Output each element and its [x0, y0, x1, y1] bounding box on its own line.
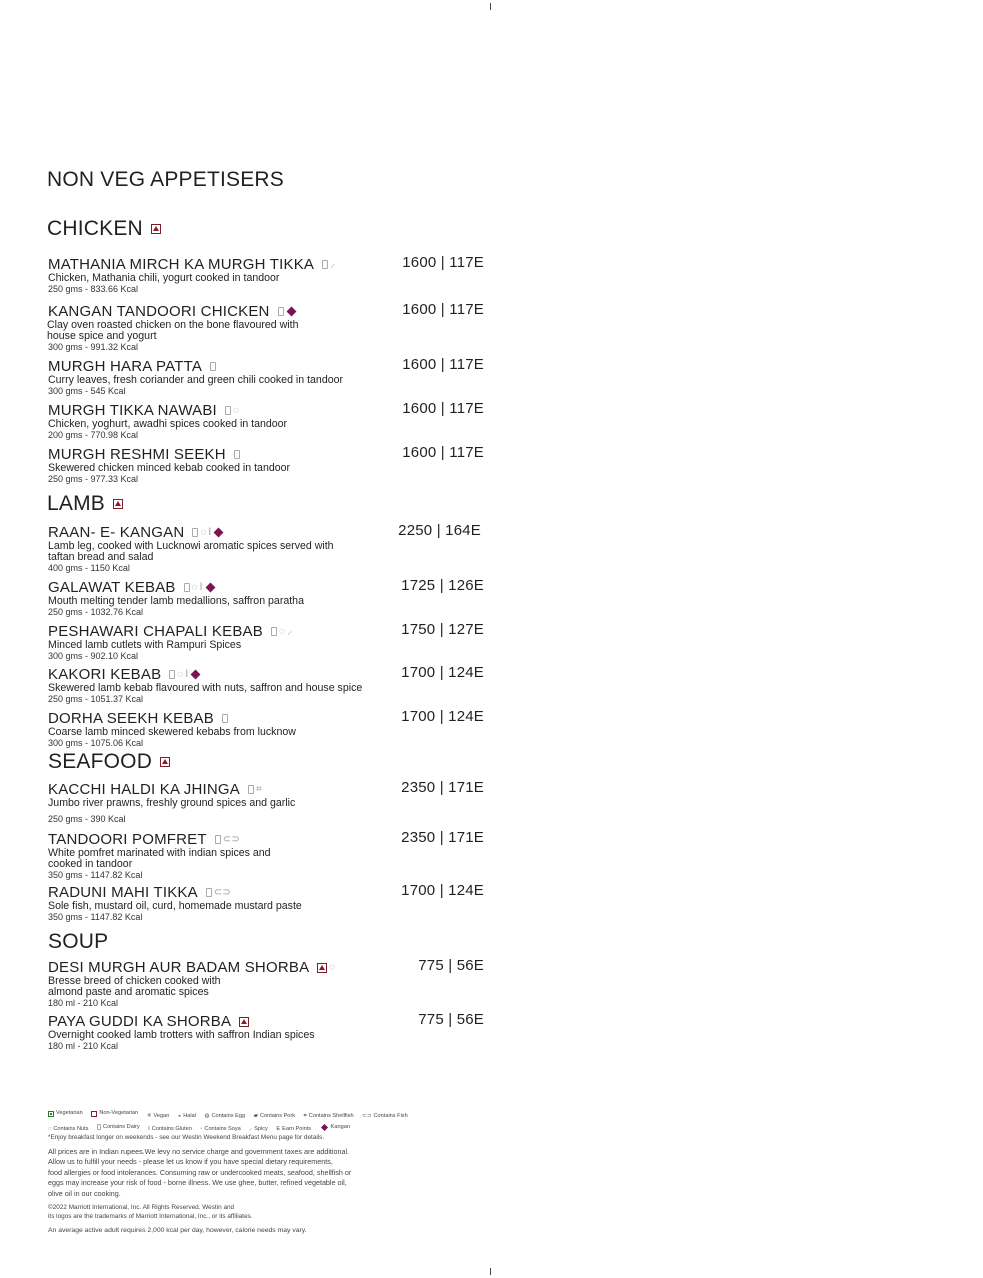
item-description: Chicken, yoghurt, awadhi spices cooked in tandoor	[48, 418, 288, 430]
pricing-disclaimer	[48, 1147, 418, 1199]
nuts-icon: ◌	[177, 669, 184, 680]
legend-label: Contains Soya	[204, 1126, 241, 1132]
item-name: PESHAWARI CHAPALI KEBAB	[48, 623, 263, 640]
item-price: 2250 | 164E	[398, 522, 481, 539]
item-description: Sole fish, mustard oil, curd, homemade mustard paste	[48, 900, 302, 912]
item-kcal: 300 gms - 1075.06 Kcal	[48, 738, 144, 748]
gluten-icon: ǀ	[199, 582, 203, 593]
crop-mark-top	[490, 3, 491, 10]
nuts-icon: ◌	[232, 405, 240, 416]
shellfish-icon: ⌗	[303, 1112, 307, 1119]
item-price: 1700 | 124E	[401, 708, 484, 725]
menu-item	[48, 666, 484, 704]
dairy-icon	[322, 260, 328, 269]
item-kcal: 350 gms - 1147.82 Kcal	[48, 870, 143, 880]
section-chicken	[47, 217, 161, 241]
veg-icon	[48, 1111, 54, 1117]
item-name: MURGH HARA PATTA	[48, 358, 203, 375]
halal-icon: ◒	[177, 1112, 182, 1119]
dairy-icon	[184, 583, 190, 592]
item-kcal: 250 gms - 977.33 Kcal	[48, 474, 139, 484]
disclaimer-line: eggs may increase your risk of food - borne illness. We use ghee, butter, refined vegetable oil,	[48, 1178, 347, 1188]
section-title: LAMB	[47, 492, 105, 515]
menu-item	[48, 781, 484, 824]
disclaimer-line: All prices are in Indian rupees.We levy no service charge and government taxes are additional.	[48, 1147, 350, 1156]
item-price: 1700 | 124E	[401, 664, 484, 681]
item-name: KAKORI KEBAB	[48, 666, 162, 683]
section-seafood	[48, 750, 170, 774]
item-kcal: 250 gms - 390 Kcal	[48, 814, 126, 824]
spicy-icon: ⸝	[249, 1126, 253, 1132]
earn-points-icon: E	[276, 1126, 281, 1132]
item-name: GALAWAT KEBAB	[48, 579, 176, 596]
dairy-icon	[206, 888, 212, 897]
spicy-icon: ⸝	[330, 259, 336, 270]
non-veg-icon	[113, 499, 123, 509]
dairy-icon	[215, 835, 221, 844]
egg-icon: ◍	[204, 1112, 210, 1119]
legend-label: Contains Shellfish	[308, 1112, 354, 1119]
page-title: NON VEG APPETISERS	[47, 168, 284, 191]
item-name: DORHA SEEKH KEBAB	[48, 710, 214, 727]
item-price: 1600 | 117E	[402, 400, 484, 417]
kangan-icon	[205, 583, 215, 593]
menu-item	[48, 524, 484, 573]
legend-label: Spicy	[254, 1126, 268, 1132]
item-name: MATHANIA MIRCH KA MURGH TIKKA	[48, 256, 315, 273]
item-price: 775 | 56E	[418, 1011, 484, 1028]
item-kcal: 180 ml - 210 Kcal	[48, 1041, 119, 1051]
gluten-icon: ǀ	[185, 669, 189, 680]
legend-label: Non-Vegetarian	[99, 1110, 139, 1116]
item-name: KACCHI HALDI KA JHINGA	[48, 781, 240, 798]
dietary-legend	[48, 1108, 418, 1135]
item-kcal: 300 gms - 545 Kcal	[48, 386, 126, 396]
soya-icon: ◦	[200, 1126, 203, 1132]
legend-label: Contains Dairy	[103, 1123, 140, 1130]
item-description-line2: almond paste and aromatic spices	[48, 986, 209, 998]
item-price: 1600 | 117E	[402, 444, 484, 461]
menu-item	[48, 256, 484, 294]
item-description-line2: cooked in tandoor	[48, 858, 133, 870]
item-kcal: 350 gms - 1147.82 Kcal	[48, 912, 143, 922]
item-price: 775 | 56E	[418, 957, 484, 974]
non-veg-icon	[151, 224, 161, 234]
item-price: 2350 | 171E	[401, 829, 484, 846]
item-name: MURGH RESHMI SEEKH	[48, 446, 226, 463]
item-kcal: 250 gms - 1032.76 Kcal	[48, 607, 144, 617]
fish-icon: ⊂⊃	[362, 1112, 372, 1119]
menu-item	[48, 579, 484, 617]
section-title: SEAFOOD	[48, 750, 153, 773]
item-kcal: 300 gms - 902.10 Kcal	[48, 651, 139, 661]
section-soup	[48, 930, 108, 954]
fish-icon: ⊂⊃	[222, 834, 240, 845]
item-description: Overnight cooked lamb trotters with saffron Indian spices	[48, 1029, 315, 1041]
section-lamb	[47, 492, 123, 516]
item-kcal: 300 gms - 991.32 Kcal	[48, 342, 139, 352]
disclaimer-line: Allow us to fulfill your needs - please let us know if you have special dietary requirements,	[48, 1157, 333, 1167]
menu-item	[48, 884, 484, 922]
dairy-icon	[97, 1124, 101, 1130]
section-title: SOUP	[48, 930, 109, 953]
vegan-icon: ✳	[146, 1112, 152, 1119]
menu-item	[48, 710, 484, 748]
item-description: Curry leaves, fresh coriander and green chili cooked in tandoor	[48, 374, 344, 386]
item-price: 1600 | 117E	[402, 254, 484, 271]
disclaimer-line: food allergies or food intolerances. Consuming raw or undercooked meats, seafood, shellfish or	[48, 1167, 352, 1177]
item-description: Jumbo river prawns, freshly ground spices and garlic	[48, 797, 296, 809]
item-price: 1725 | 126E	[401, 577, 484, 594]
dairy-icon	[225, 406, 231, 415]
nuts-icon: ◌	[200, 527, 207, 538]
item-price: 1600 | 117E	[402, 301, 484, 318]
copyright-line: ©2022 Marriott International, Inc. All Rights Reserved. Westin and	[48, 1204, 235, 1211]
item-name: RADUNI MAHI TIKKA	[48, 884, 198, 901]
item-kcal: 250 gms - 1051.37 Kcal	[48, 694, 144, 704]
item-price: 1600 | 117E	[402, 356, 484, 373]
menu-item	[48, 303, 484, 352]
shellfish-icon: ⌗	[255, 784, 262, 795]
item-name: TANDOORI POMFRET	[48, 831, 207, 848]
legend-label: Kangan	[330, 1124, 350, 1130]
dairy-icon	[222, 714, 228, 723]
legend-label: Vegan	[153, 1112, 170, 1119]
dairy-icon	[169, 670, 175, 679]
legend-label: Earn Points	[282, 1126, 312, 1132]
item-price: 1700 | 124E	[401, 882, 484, 899]
gluten-icon: ǀ	[208, 527, 212, 538]
item-description: Bresse breed of chicken cooked with	[48, 975, 221, 987]
item-description: Skewered chicken minced kebab cooked in tandoor	[48, 462, 291, 474]
item-description-line2: taftan bread and salad	[48, 551, 154, 563]
kangan-icon	[321, 1124, 328, 1131]
crop-mark-bottom	[490, 1268, 491, 1275]
copyright	[48, 1204, 418, 1221]
menu-item	[48, 831, 484, 880]
legend-label: Contains Gluten	[151, 1126, 192, 1132]
dairy-icon	[248, 785, 254, 794]
menu-item	[48, 959, 484, 1008]
item-price: 1750 | 127E	[401, 621, 484, 638]
menu-item	[48, 1013, 484, 1051]
item-description: White pomfret marinated with indian spices and	[48, 847, 271, 859]
dairy-icon	[210, 362, 216, 371]
nuts-icon: ◌	[329, 962, 336, 973]
legend-label: Halal	[183, 1112, 197, 1119]
item-kcal: 400 gms - 1150 Kcal	[48, 563, 130, 573]
nuts-icon: ◌	[278, 626, 286, 637]
pork-icon: ▰	[253, 1112, 258, 1119]
menu-item	[48, 623, 484, 661]
weekend-note: *Enjoy breakfast longer on weekends - see our Westin Weekend Breakfast Menu page for details.	[48, 1134, 325, 1141]
menu-item	[48, 446, 484, 484]
item-description: Skewered lamb kebab flavoured with nuts, saffron and house spice	[48, 682, 363, 694]
item-name: MURGH TIKKA NAWABI	[48, 402, 217, 419]
kangan-icon	[191, 670, 201, 680]
item-name: PAYA GUDDI KA SHORBA	[48, 1013, 232, 1030]
legend-label: Contains Fish	[373, 1112, 408, 1119]
dairy-icon	[278, 307, 284, 316]
non-veg-icon	[160, 757, 170, 767]
item-name: KANGAN TANDOORI CHICKEN	[48, 303, 270, 320]
item-price: 2350 | 171E	[401, 779, 484, 796]
item-description-line2: house spice and yogurt	[47, 330, 157, 342]
non-veg-icon	[239, 1017, 249, 1027]
copyright-line: its logos are the trademarks of Marriott International, Inc., or its affiliates.	[48, 1212, 253, 1220]
spicy-icon: ⸝	[287, 626, 293, 637]
calorie-note: An average active adult requires 2,000 kcal per day, however, calorie needs may vary.	[48, 1227, 307, 1234]
nuts-icon: ◌	[191, 582, 198, 593]
legend-label: Vegetarian	[56, 1110, 83, 1116]
non-veg-icon	[91, 1111, 97, 1117]
kangan-icon	[214, 528, 224, 538]
nuts-icon: ◌	[48, 1126, 52, 1132]
legend-label: Contains Egg	[211, 1112, 246, 1119]
legend-label: Contains Nuts	[53, 1126, 89, 1132]
disclaimer-line: olive oil in our cooking.	[48, 1188, 121, 1198]
dairy-icon	[271, 627, 277, 636]
item-description: Coarse lamb minced skewered kebabs from lucknow	[48, 726, 296, 738]
legend-label: Contains Pork	[259, 1112, 296, 1119]
item-description: Mouth melting tender lamb medallions, saffron paratha	[48, 595, 304, 607]
section-title: CHICKEN	[47, 217, 143, 240]
item-description: Chicken, Mathania chili, yogurt cooked in tandoor	[48, 272, 280, 284]
kangan-icon	[286, 307, 296, 317]
item-description: Minced lamb cutlets with Rampuri Spices	[48, 639, 242, 651]
gluten-icon: ǀ	[148, 1126, 150, 1132]
dairy-icon	[234, 450, 240, 459]
dairy-icon	[192, 528, 198, 537]
menu-item	[48, 402, 484, 440]
menu-item	[48, 358, 484, 396]
item-description: Lamb leg, cooked with Lucknowi aromatic spices served with	[48, 540, 334, 552]
non-veg-icon	[317, 963, 327, 973]
fish-icon: ⊂⊃	[213, 887, 231, 898]
item-kcal: 180 ml - 210 Kcal	[48, 998, 119, 1008]
item-kcal: 200 gms - 770.98 Kcal	[48, 430, 139, 440]
item-name: DESI MURGH AUR BADAM SHORBA	[48, 959, 310, 976]
item-name: RAAN- E- KANGAN	[48, 524, 185, 541]
item-description: Clay oven roasted chicken on the bone flavoured with	[47, 319, 299, 331]
item-kcal: 250 gms - 833.66 Kcal	[48, 284, 139, 294]
